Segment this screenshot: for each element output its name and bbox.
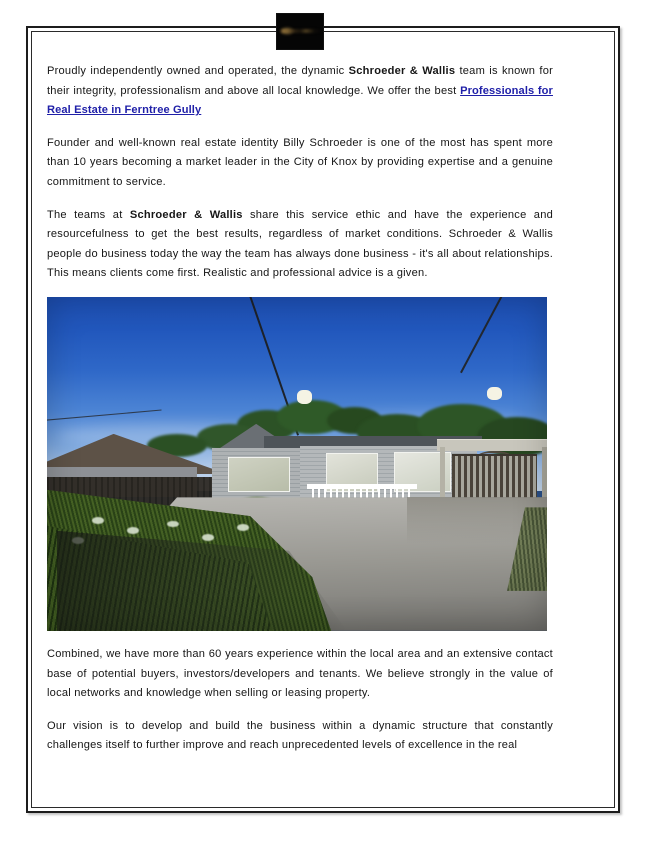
paragraph-founder [47,134,553,193]
document-content [47,8,553,756]
intro-text-2: team is known for their integrity, professionalism and above all local knowledge. We offer the best [47,65,554,97]
logo-streak [280,29,322,33]
teams-brand-bold: Schroeder & Wallis [129,208,243,221]
intro-brand-bold-1: Schroeder & Wallis [348,65,456,77]
paragraph-combined [47,645,553,704]
paragraph-intro [47,62,553,121]
teams-text-2: share this service ethic and have the experience and resourcefulness to get the best results, regardless of market conditions. Schroeder & Wallis people do business today the way the team has always done business - it's all about relationships. This means clients come first. Realistic and professional advice is a given. [47,208,553,280]
property-photo-canvas [47,297,547,631]
founder-text: Founder and well-known real estate identity Billy Schroeder is one of the most has spent more than 10 years becoming a market leader in the City of Knox by providing expertise and a genuine commitment to service. [47,136,553,188]
paragraph-vision [47,717,553,756]
agapanthus-flower [202,534,214,541]
vision-text: Our vision is to develop and build the business within a dynamic structure that constantly challenges itself to further improve and reach unprecedented levels of excellence in the real [47,719,553,752]
agapanthus-flower [237,524,249,531]
house-window [228,457,290,492]
intro-text-1: Proudly independently owned and operated, the dynamic [47,65,349,77]
porch-light [297,390,312,403]
logo-row [47,8,553,62]
agapanthus-flower [92,517,104,524]
paragraph-teams [47,206,553,284]
porch-light [487,387,502,400]
company-logo-image [276,13,324,50]
carport-roof [437,439,547,451]
property-photograph [47,297,547,631]
real-estate-link[interactable]: Professionals for Real Estate in Ferntree Gully [47,84,553,117]
teams-text-1: The teams at [47,208,130,221]
agapanthus-flower [127,527,139,534]
combined-text: Combined, we have more than 60 years experience within the local area and an extensive contact base of potential buyers, investors/developers and tenants. We believe strongly in the value of local networks and knowledge when selling or leasing property. [47,647,553,700]
